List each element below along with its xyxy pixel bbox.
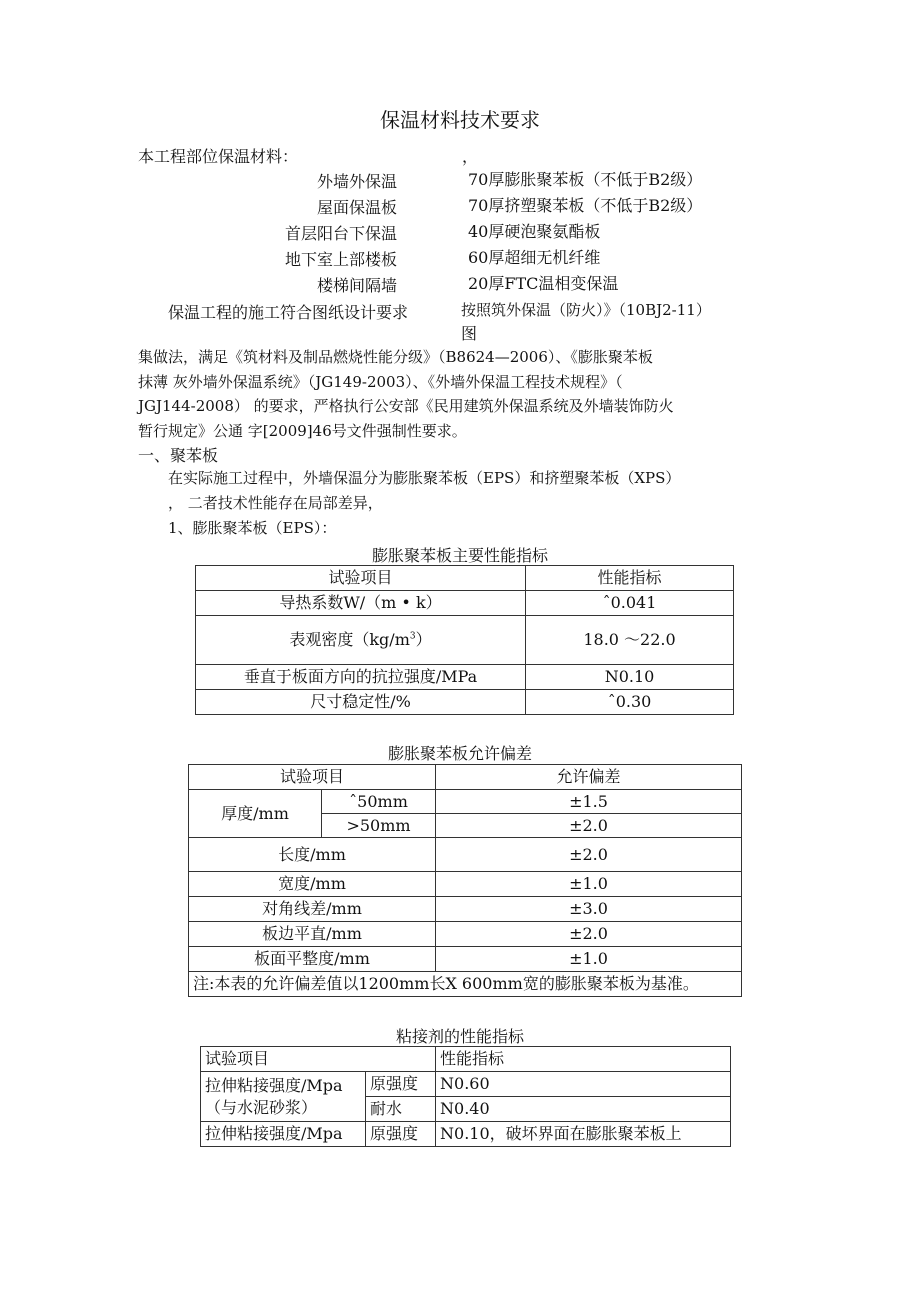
material-value: 20厚FTC温相变保温 bbox=[468, 274, 619, 293]
table-cell: 板边平直/mm bbox=[189, 922, 436, 947]
section-text: 在实际施工过程中，外墙保温分为膨胀聚苯板（EPS）和挤塑聚苯板（XPS） bbox=[168, 469, 681, 487]
section-heading: 一、聚苯板 bbox=[138, 446, 219, 465]
material-value: 60厚超细无机纤维 bbox=[468, 248, 601, 267]
section-subheading: 1、膨胀聚苯板（EPS）： bbox=[168, 519, 337, 537]
table-row bbox=[189, 790, 742, 814]
table-cell: ±2.0 bbox=[436, 814, 742, 838]
material-part: 外墙外保温 bbox=[316, 172, 397, 191]
paragraph-line: 抹薄 灰外墙外保温系统》（JG149-2003）、《外墙外保温工程技术规程》（ bbox=[138, 373, 623, 391]
section-text: ， 二者技术性能存在局部差异， bbox=[168, 494, 383, 512]
table-cell: 原强度 bbox=[366, 1072, 436, 1097]
table-row bbox=[189, 922, 742, 947]
table-header: 性能指标 bbox=[436, 1047, 731, 1072]
table-row bbox=[189, 838, 742, 872]
performance-table bbox=[195, 565, 734, 715]
table-cell: 耐水 bbox=[366, 1097, 436, 1122]
table-cell bbox=[196, 616, 526, 665]
compliance-left: 保温工程的施工符合图纸设计要求 bbox=[168, 303, 409, 322]
table-cell: ˆ0.041 bbox=[526, 591, 734, 616]
table-cell: 板面平整度/mm bbox=[189, 947, 436, 972]
table-cell: ±1.0 bbox=[436, 947, 742, 972]
table-row bbox=[196, 591, 734, 616]
table-cell: 拉伸粘接强度/Mpa bbox=[201, 1122, 366, 1147]
table-note: 注:本表的允许偏差值以1200mm长X 600mm宽的膨胀聚苯板为基准。 bbox=[189, 972, 742, 997]
table-cell: 导热系数W/（m • k） bbox=[196, 591, 526, 616]
table-row bbox=[189, 947, 742, 972]
cell-text: （与水泥砂浆） bbox=[205, 1097, 318, 1117]
compliance-right: 按照筑外保温（防火）》（10BJ2-11） bbox=[461, 301, 711, 319]
table-header: 试验项目 bbox=[189, 765, 436, 790]
table-row bbox=[201, 1122, 731, 1147]
table-cell: ˆ0.30 bbox=[526, 690, 734, 715]
table-cell: N0.60 bbox=[436, 1072, 731, 1097]
table-cell bbox=[201, 1072, 366, 1122]
table-cell: 对角线差/mm bbox=[189, 897, 436, 922]
table-cell: N0.40 bbox=[436, 1097, 731, 1122]
table-header-row bbox=[201, 1047, 731, 1072]
compliance-right-2: 图 bbox=[461, 324, 478, 343]
table-header: 允许偏差 bbox=[436, 765, 742, 790]
table-row bbox=[189, 872, 742, 897]
adhesive-table bbox=[200, 1046, 731, 1147]
cell-text: 拉伸粘接强度/Mpa bbox=[205, 1075, 343, 1095]
table-cell: ±3.0 bbox=[436, 897, 742, 922]
table-cell: ˆ50mm bbox=[322, 790, 436, 814]
table-cell: 垂直于板面方向的抗拉强度/MPa bbox=[196, 665, 526, 690]
paragraph-line: JGJ144-2008） 的要求，严格执行公安部《民用建筑外保温系统及外墙装饰防火 bbox=[138, 397, 674, 415]
superscript: 3 bbox=[409, 631, 416, 642]
table-cell: 宽度/mm bbox=[189, 872, 436, 897]
material-part: 楼梯间隔墙 bbox=[316, 276, 397, 295]
table-cell: ±1.0 bbox=[436, 872, 742, 897]
paragraph-line: 集做法，满足《筑材料及制品燃烧性能分级》（B8624—2006）、《膨胀聚苯板 bbox=[138, 348, 653, 366]
cell-text: 表观密度（kg/m bbox=[289, 630, 410, 650]
table-caption: 膨胀聚苯板允许偏差 bbox=[387, 744, 532, 763]
material-value: 70厚膨胀聚苯板（不低于B2级） bbox=[468, 170, 703, 189]
table-cell: 18.0 ～22.0 bbox=[526, 616, 734, 665]
table-cell: N0.10 bbox=[526, 665, 734, 690]
material-value: 40厚硬泡聚氨酯板 bbox=[468, 222, 601, 241]
cell-text: ） bbox=[415, 630, 432, 650]
table-header: 试验项目 bbox=[196, 566, 526, 591]
table-cell: 原强度 bbox=[366, 1122, 436, 1147]
intro-comma: ， bbox=[462, 147, 479, 166]
paragraph-line: 暂行规定》公通 字[2009]46号文件强制性要求。 bbox=[138, 422, 467, 440]
table-cell: >50mm bbox=[322, 814, 436, 838]
table-header-row bbox=[189, 765, 742, 790]
page-title: 保温材料技术要求 bbox=[380, 108, 540, 132]
material-part: 首层阳台下保温 bbox=[284, 224, 397, 243]
table-row bbox=[196, 690, 734, 715]
table-cell: N0.10，破坏界面在膨胀聚苯板上 bbox=[436, 1122, 731, 1147]
table-note-row bbox=[189, 972, 742, 997]
table-cell: ±1.5 bbox=[436, 790, 742, 814]
table-row bbox=[189, 897, 742, 922]
table-cell: ±2.0 bbox=[436, 838, 742, 872]
material-value: 70厚挤塑聚苯板（不低于B2级） bbox=[468, 196, 703, 215]
material-part: 屋面保温板 bbox=[316, 198, 397, 217]
table-caption: 粘接剂的性能指标 bbox=[395, 1027, 524, 1046]
tolerance-table bbox=[188, 764, 742, 997]
table-cell: 厚度/mm bbox=[189, 790, 322, 838]
table-row bbox=[196, 665, 734, 690]
table-row bbox=[196, 616, 734, 665]
table-row bbox=[201, 1072, 731, 1097]
table-cell: 长度/mm bbox=[189, 838, 436, 872]
table-cell: ±2.0 bbox=[436, 922, 742, 947]
table-caption: 膨胀聚苯板主要性能指标 bbox=[371, 546, 548, 565]
material-part: 地下室上部楼板 bbox=[284, 250, 397, 269]
table-cell: 尺寸稳定性/% bbox=[196, 690, 526, 715]
intro-label: 本工程部位保温材料： bbox=[138, 147, 299, 166]
table-header-row bbox=[196, 566, 734, 591]
table-header: 性能指标 bbox=[526, 566, 734, 591]
table-header: 试验项目 bbox=[201, 1047, 436, 1072]
